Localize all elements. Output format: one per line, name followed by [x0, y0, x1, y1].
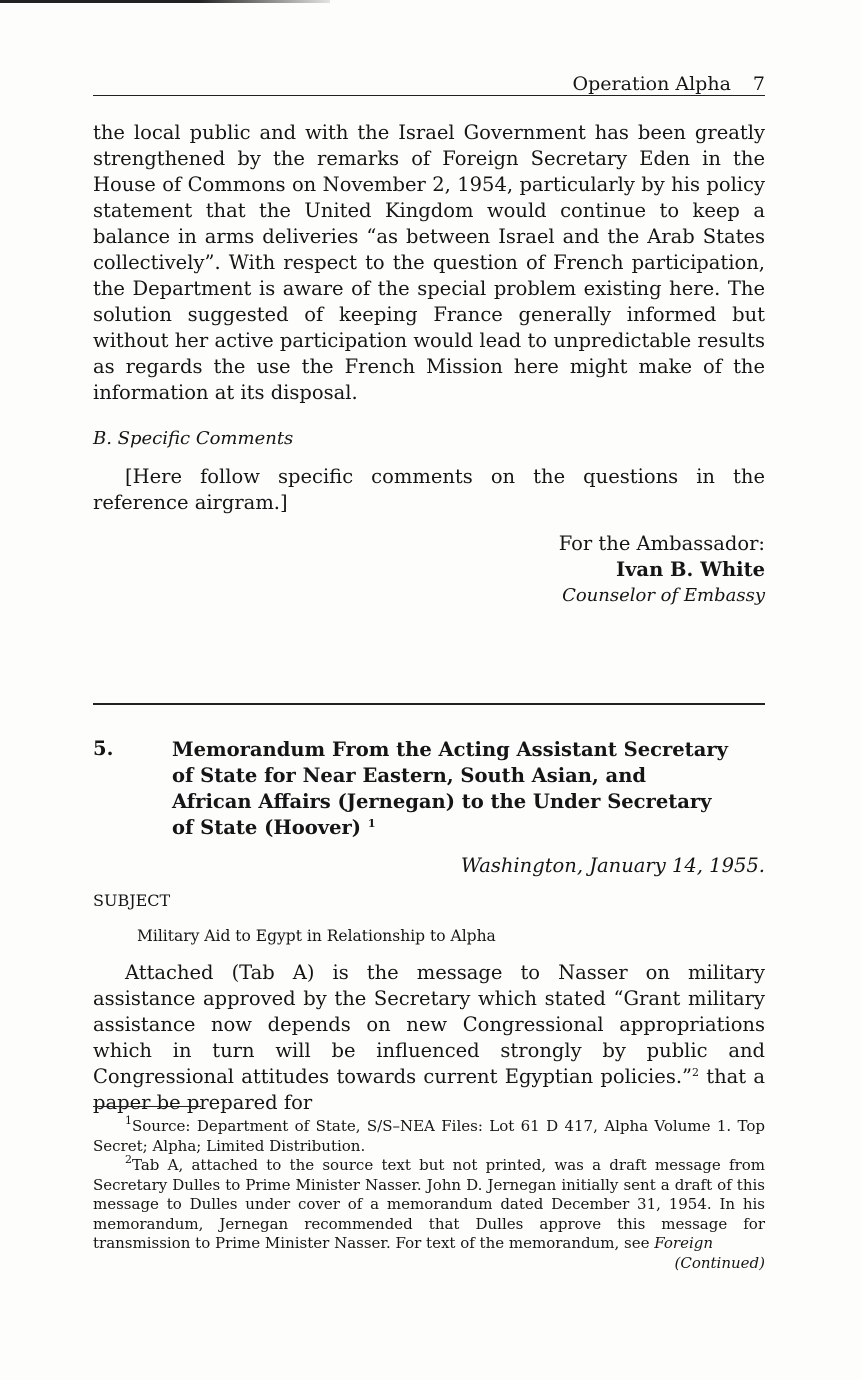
document-title [172, 737, 732, 841]
footnote-rule [93, 1106, 201, 1107]
footnote-marker-1: 1 [125, 1114, 132, 1127]
memo-paragraph [93, 960, 765, 1116]
continued-paragraph: the local public and with the Israel Government has been greatly strengthened by the remarks of Foreign Secretary Eden in the House of Commons on November 2, 1954, particularly by his policy statement that the United Kingdom would continue to keep a balance in arms deliveries “as between Israel and the Arab States collectively”. With respect to the question of French participation, the Department is aware of the special problem existing here. The solution suggested of keeping France generally informed but without her active participation would lead to unpredictable results as regards the use the French Mission here might make of the information at its disposal. [93, 121, 765, 404]
running-title: Operation Alpha [572, 73, 731, 95]
memo-body-part1: Attached (Tab A) is the message to Nasser on military assistance approved by the Secretary which stated “Grant military assistance now depends on new Congressional appropriations which in turn will be influenced strongly by public and Congressional attitudes towards current Egyptian policies.” [93, 961, 765, 1088]
memo-body-part2: that a paper be prepared for [93, 1065, 766, 1114]
footnote-1-text: Source: Department of State, S/S–NEA Files: Lot 61 D 417, Alpha Volume 1. Top Secret; Alpha; Limited Distribution. [93, 1117, 765, 1155]
signature-for-line: For the Ambassador: [558, 532, 765, 555]
continued-marker: (Continued) [674, 1254, 765, 1272]
footnote-ref-2[interactable]: 2 [692, 1066, 699, 1079]
signatory-title: Counselor of Embassy [562, 585, 765, 606]
footnotes [93, 1114, 765, 1254]
specific-comments: [Here follow specific comments on the questions in the reference airgram.] [93, 465, 765, 514]
footnote-marker-2: 2 [125, 1153, 132, 1166]
signature-block [559, 531, 765, 609]
footnote-2-italic-tail: Foreign [654, 1234, 714, 1252]
footnote-2-text: Tab A, attached to the source text but not printed, was a draft message from Secretary Dulles to Prime Minister Nasser. John D. Jernegan initially sent a draft of this message to Dulles under cover of a memorandum dated December 31, 1954. In his memorandum, Jernegan recommended that Dulles approve this message for transmission to Prime Minister Nasser. For text of the memorandum, see [93, 1156, 765, 1252]
footnote-2 [93, 1153, 765, 1254]
running-header [93, 73, 765, 96]
scan-artifact [0, 0, 330, 3]
subject-label: SUBJECT [93, 891, 171, 910]
top-section [93, 120, 765, 516]
page-number: 7 [752, 73, 765, 95]
section-divider [93, 703, 765, 705]
section-subheading: B. Specific Comments [93, 428, 294, 449]
footnote-ref-1[interactable]: 1 [367, 817, 376, 830]
document-number: 5. [93, 737, 114, 760]
signatory-name: Ivan B. White [615, 558, 765, 581]
memo-body [93, 960, 765, 1116]
dateline: Washington, January 14, 1955. [460, 854, 765, 877]
document-title-text: Memorandum From the Acting Assistant Secretary of State for Near Eastern, South Asian, and African Affairs (Jernegan) to the Under Secretary of State (Hoover) [172, 738, 728, 839]
footnote-1 [93, 1114, 765, 1156]
subject-text: Military Aid to Egypt in Relationship to Alpha [137, 927, 496, 945]
